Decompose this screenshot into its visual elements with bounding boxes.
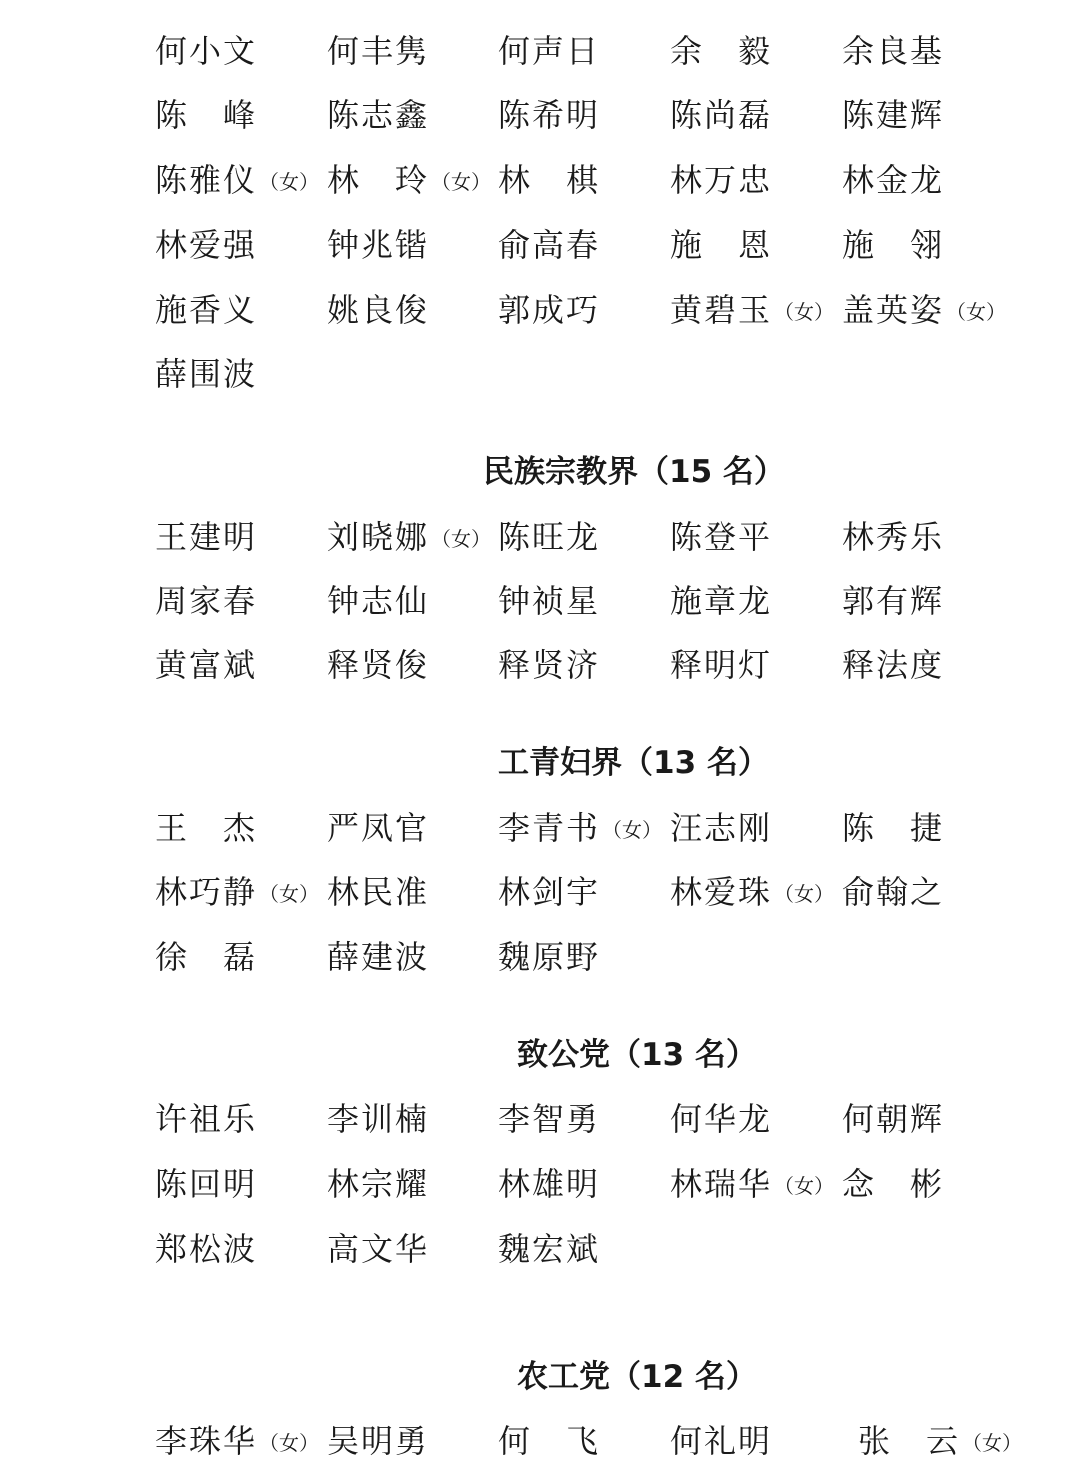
- name-row: [0, 1159, 1069, 1209]
- section-heading: 农工党（12 名）: [517, 1359, 757, 1395]
- member-entry: [155, 932, 257, 982]
- member-entry: [670, 867, 834, 917]
- member-entry: [155, 867, 319, 917]
- female-marker: （女）: [774, 1174, 835, 1198]
- member-name: 林巧静: [155, 873, 258, 911]
- member-entry: [498, 220, 600, 270]
- name-row: [0, 1094, 1069, 1144]
- member-entry: [670, 285, 834, 335]
- name-row: [0, 1416, 1069, 1466]
- member-entry: [155, 26, 257, 76]
- member-name: 施章龙: [670, 582, 773, 620]
- section-heading: 致公党（13 名）: [517, 1037, 757, 1073]
- member-name: 林万忠: [670, 161, 773, 199]
- member-name: 陈希明: [498, 96, 601, 134]
- member-entry: [498, 26, 600, 76]
- member-entry: [327, 285, 429, 335]
- member-name: 林 玲: [327, 161, 430, 199]
- member-name: 余良基: [842, 32, 945, 70]
- member-name: 郭成巧: [498, 291, 601, 329]
- member-entry: [498, 640, 600, 690]
- name-row: [0, 512, 1069, 562]
- member-name: 黄碧玉: [670, 291, 773, 329]
- member-entry: [842, 576, 944, 626]
- name-row: [0, 803, 1069, 853]
- name-row: [0, 932, 1069, 982]
- member-name: 陈建辉: [842, 96, 945, 134]
- member-entry: [670, 220, 772, 270]
- member-entry: [155, 1416, 319, 1466]
- member-name: 施 翎: [842, 226, 945, 264]
- member-name: 吴明勇: [327, 1422, 430, 1460]
- member-entry: [670, 1094, 772, 1144]
- member-entry: [327, 640, 429, 690]
- member-entry: [498, 155, 600, 205]
- member-name: 林 棋: [498, 161, 601, 199]
- member-name: 李训楠: [327, 1100, 430, 1138]
- female-marker: （女）: [431, 170, 492, 194]
- member-entry: [670, 26, 772, 76]
- member-name: 王建明: [155, 518, 258, 556]
- member-entry: [155, 1094, 257, 1144]
- member-name: 释法度: [842, 646, 945, 684]
- member-name: 汪志刚: [670, 809, 773, 847]
- member-name: 何 飞: [498, 1422, 601, 1460]
- member-name: 俞高春: [498, 226, 601, 264]
- member-entry: [842, 155, 944, 205]
- member-name: 林爱珠: [670, 873, 773, 911]
- member-entry: [498, 803, 662, 853]
- member-name: 盖英姿: [842, 291, 945, 329]
- member-name: 陈旺龙: [498, 518, 601, 556]
- member-entry: [842, 512, 944, 562]
- member-entry: [155, 220, 257, 270]
- member-entry: [842, 220, 944, 270]
- member-name: 陈 峰: [155, 96, 258, 134]
- member-name: 何小文: [155, 32, 258, 70]
- member-entry: [155, 640, 257, 690]
- member-name: 钟兆锴: [327, 226, 430, 264]
- name-row: [0, 220, 1069, 270]
- member-name: 薛建波: [327, 938, 430, 976]
- member-entry: [155, 285, 257, 335]
- name-row: [0, 155, 1069, 205]
- member-entry: [670, 512, 772, 562]
- female-marker: （女）: [774, 300, 835, 324]
- member-entry: [327, 1416, 429, 1466]
- female-marker: （女）: [774, 882, 835, 906]
- member-entry: [498, 285, 600, 335]
- member-entry: [842, 90, 944, 140]
- member-name: 陈尚磊: [670, 96, 773, 134]
- member-name: 李珠华: [155, 1422, 258, 1460]
- member-entry: [327, 90, 429, 140]
- member-entry: [858, 1416, 1022, 1466]
- member-name: 徐 磊: [155, 938, 258, 976]
- member-entry: [670, 803, 772, 853]
- member-name: 钟志仙: [327, 582, 430, 620]
- member-name: 施 恩: [670, 226, 773, 264]
- member-entry: [498, 867, 600, 917]
- member-name: 刘晓娜: [327, 518, 430, 556]
- female-marker: （女）: [946, 300, 1007, 324]
- member-name: 姚良俊: [327, 291, 430, 329]
- member-entry: [498, 90, 600, 140]
- member-name: 钟祯星: [498, 582, 601, 620]
- member-entry: [327, 932, 429, 982]
- member-entry: [498, 1159, 600, 1209]
- member-entry: [498, 512, 600, 562]
- member-entry: [498, 1416, 600, 1466]
- female-marker: （女）: [259, 1431, 320, 1455]
- member-name: 陈登平: [670, 518, 773, 556]
- member-name: 何声日: [498, 32, 601, 70]
- member-name: 余 毅: [670, 32, 773, 70]
- female-marker: （女）: [962, 1431, 1023, 1455]
- member-name: 张 云: [858, 1422, 961, 1460]
- member-entry: [670, 1416, 772, 1466]
- member-name: 魏原野: [498, 938, 601, 976]
- member-entry: [155, 512, 257, 562]
- member-name: 念 彬: [842, 1165, 945, 1203]
- member-name: 陈 捷: [842, 809, 945, 847]
- member-entry: [327, 1094, 429, 1144]
- member-name: 黄富斌: [155, 646, 258, 684]
- member-name: 林秀乐: [842, 518, 945, 556]
- member-entry: [155, 1224, 257, 1274]
- member-name: 李青书: [498, 809, 601, 847]
- member-name: 林民准: [327, 873, 430, 911]
- member-entry: [327, 26, 429, 76]
- member-name: 薛围波: [155, 355, 258, 393]
- member-entry: [842, 1159, 944, 1209]
- name-row: [0, 640, 1069, 690]
- member-entry: [327, 1224, 429, 1274]
- member-entry: [327, 576, 429, 626]
- member-entry: [842, 1094, 944, 1144]
- member-name: 魏宏斌: [498, 1230, 601, 1268]
- member-entry: [498, 932, 600, 982]
- member-entry: [842, 26, 944, 76]
- member-name: 陈回明: [155, 1165, 258, 1203]
- name-row: [0, 867, 1069, 917]
- member-name: 郭有辉: [842, 582, 945, 620]
- female-marker: （女）: [259, 170, 320, 194]
- member-entry: [327, 220, 429, 270]
- member-entry: [842, 867, 944, 917]
- member-entry: [670, 155, 772, 205]
- member-entry: [155, 1159, 257, 1209]
- member-name: 释贤济: [498, 646, 601, 684]
- member-entry: [498, 576, 600, 626]
- female-marker: （女）: [259, 882, 320, 906]
- name-row: [0, 576, 1069, 626]
- member-entry: [155, 90, 257, 140]
- member-name: 林宗耀: [327, 1165, 430, 1203]
- member-name: 陈雅仪: [155, 161, 258, 199]
- member-entry: [842, 803, 944, 853]
- member-entry: [327, 803, 429, 853]
- member-entry: [842, 285, 1006, 335]
- member-name: 林雄明: [498, 1165, 601, 1203]
- member-entry: [670, 576, 772, 626]
- member-name: 施香义: [155, 291, 258, 329]
- member-name: 林金龙: [842, 161, 945, 199]
- member-entry: [670, 1159, 834, 1209]
- member-name: 许祖乐: [155, 1100, 258, 1138]
- member-entry: [327, 512, 491, 562]
- member-name: 王 杰: [155, 809, 258, 847]
- member-name: 李智勇: [498, 1100, 601, 1138]
- section-heading: 民族宗教界（15 名）: [483, 454, 785, 490]
- member-entry: [498, 1094, 600, 1144]
- member-name: 林瑞华: [670, 1165, 773, 1203]
- member-name: 严凤官: [327, 809, 430, 847]
- member-name: 何礼明: [670, 1422, 773, 1460]
- member-name: 何朝辉: [842, 1100, 945, 1138]
- member-entry: [842, 640, 944, 690]
- name-row: [0, 349, 1069, 399]
- section-heading: 工青妇界（13 名）: [498, 745, 769, 781]
- member-name: 陈志鑫: [327, 96, 430, 134]
- member-entry: [155, 155, 319, 205]
- member-name: 释贤俊: [327, 646, 430, 684]
- name-row: [0, 285, 1069, 335]
- name-row: [0, 90, 1069, 140]
- name-row: [0, 26, 1069, 76]
- member-entry: [155, 803, 257, 853]
- member-name: 俞翰之: [842, 873, 945, 911]
- member-name: 释明灯: [670, 646, 773, 684]
- name-row: [0, 1224, 1069, 1274]
- member-name: 林剑宇: [498, 873, 601, 911]
- female-marker: （女）: [602, 818, 663, 842]
- member-entry: [327, 1159, 429, 1209]
- female-marker: （女）: [431, 527, 492, 551]
- member-entry: [670, 640, 772, 690]
- member-entry: [155, 349, 257, 399]
- member-entry: [670, 90, 772, 140]
- member-name: 高文华: [327, 1230, 430, 1268]
- member-entry: [327, 155, 491, 205]
- member-name: 郑松波: [155, 1230, 258, 1268]
- member-name: 林爱强: [155, 226, 258, 264]
- member-entry: [327, 867, 429, 917]
- member-entry: [498, 1224, 600, 1274]
- member-name: 何华龙: [670, 1100, 773, 1138]
- member-entry: [155, 576, 257, 626]
- member-name: 周家春: [155, 582, 258, 620]
- member-name: 何丰隽: [327, 32, 430, 70]
